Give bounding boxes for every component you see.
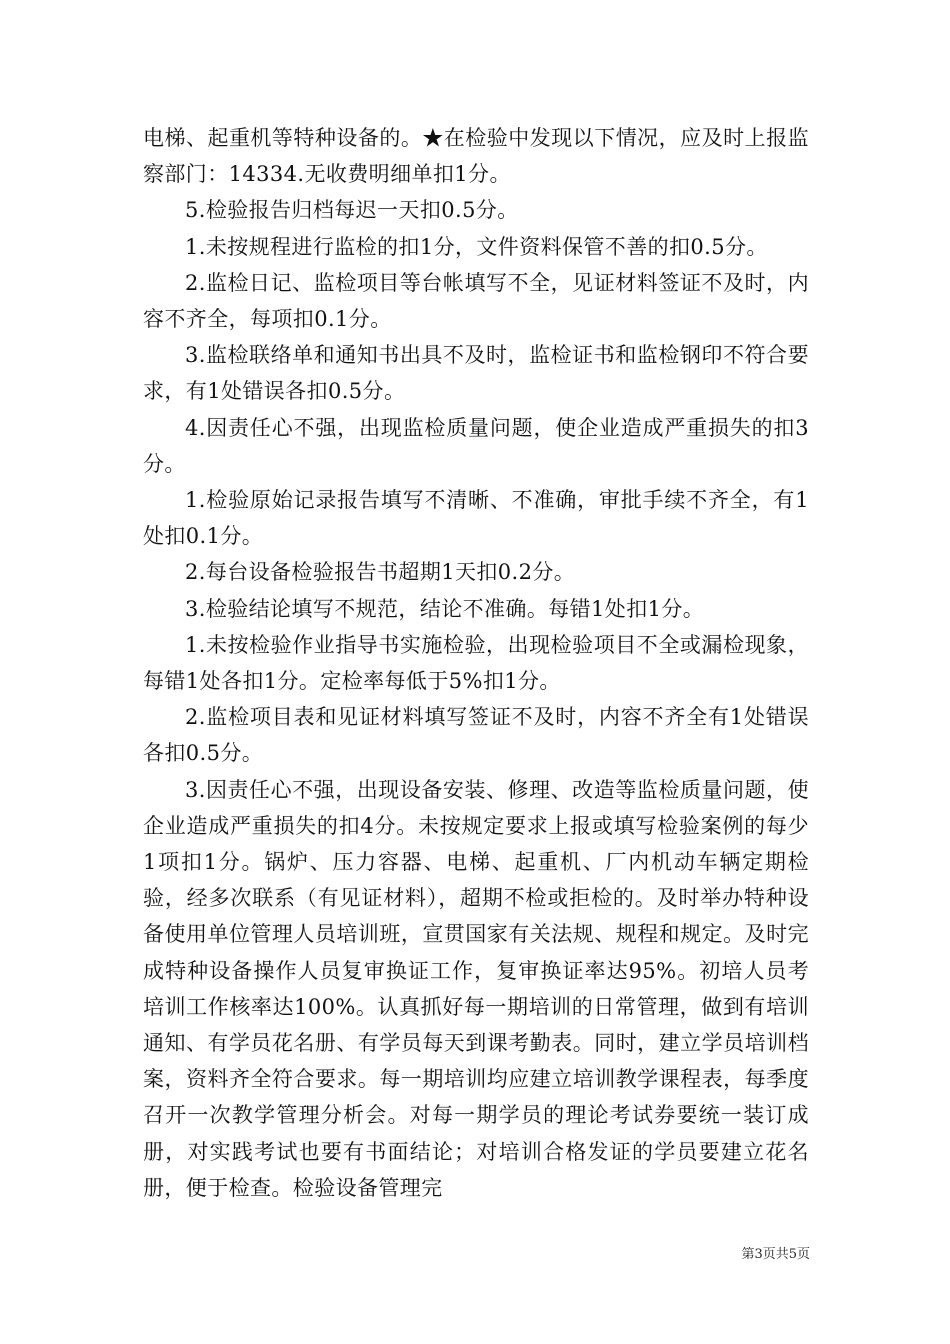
document-body — [143, 120, 809, 1206]
paragraph-5: 3.监检联络单和通知书出具不及时，监检证书和监检钢印不符合要求，有1处错误各扣0.5分。 — [143, 343, 809, 404]
paragraph-7: 1.检验原始记录报告填写不清晰、不准确，审批手续不齐全，有1处扣0.1分。 — [143, 488, 809, 549]
paragraph-12: 3.因责任心不强，出现设备安装、修理、改造等监检质量问题，使企业造成严重损失的扣4分。未按规定要求上报或填写检验案例的每少1项扣1分。锅炉、压力容器、电梯、起重机、厂内机动车辆定期检验，经多次联系（有见证材料），超期不检或拒检的。及时举办特种设备使用单位管理人员培训班，宣贯国家有关法规、规程和规定。及时完成特种设备操作人员复审换证工作，复审换证率达95%。初培人员考培训工作核率达100%。认真抓好每一期培训的日常管理，做到有培训通知、有学员花名册、有学员每天到课考勤表。同时，建立学员培训档案，资料齐全符合要求。每一期培训均应建立培训教学课程表，每季度召开一次教学管理分析会。对每一期学员的理论考试券要统一装订成册，对实践考试也要有书面结论；对培训合格发证的学员要建立花名册，便于检查。检验设备管理完 — [143, 777, 809, 1200]
paragraph-1: 电梯、起重机等特种设备的。★在检验中发现以下情况，应及时上报监察部门：14334.无收费明细单扣1分。 — [143, 126, 809, 187]
paragraph-4: 2.监检日记、监检项目等台帐填写不全，见证材料签证不及时，内容不齐全，每项扣0.1分。 — [143, 270, 809, 332]
page-number-footer: 第3页共5页 — [741, 1247, 810, 1262]
paragraph-8: 2.每台设备检验报告书超期1天扣0.2分。 — [185, 560, 576, 585]
paragraph-2: 5.检验报告归档每迟一天扣0.5分。 — [185, 198, 519, 223]
paragraph-11: 2.监检项目表和见证材料填写签证不及时，内容不齐全有1处错误各扣0.5分。 — [143, 705, 809, 766]
paragraph-9: 3.检验结论填写不规范，结论不准确。每错1处扣1分。 — [185, 596, 705, 621]
paragraph-3: 1.未按规程进行监检的扣1分，文件资料保管不善的扣0.5分。 — [185, 234, 768, 259]
paragraph-10: 1.未按检验作业指导书实施检验，出现检验项目不全或漏检现象，每错1处各扣1分。定检率每低于5%扣1分。 — [143, 632, 809, 694]
paragraph-6: 4.因责任心不强，出现监检质量问题，使企业造成严重损失的扣3分。 — [143, 415, 809, 476]
